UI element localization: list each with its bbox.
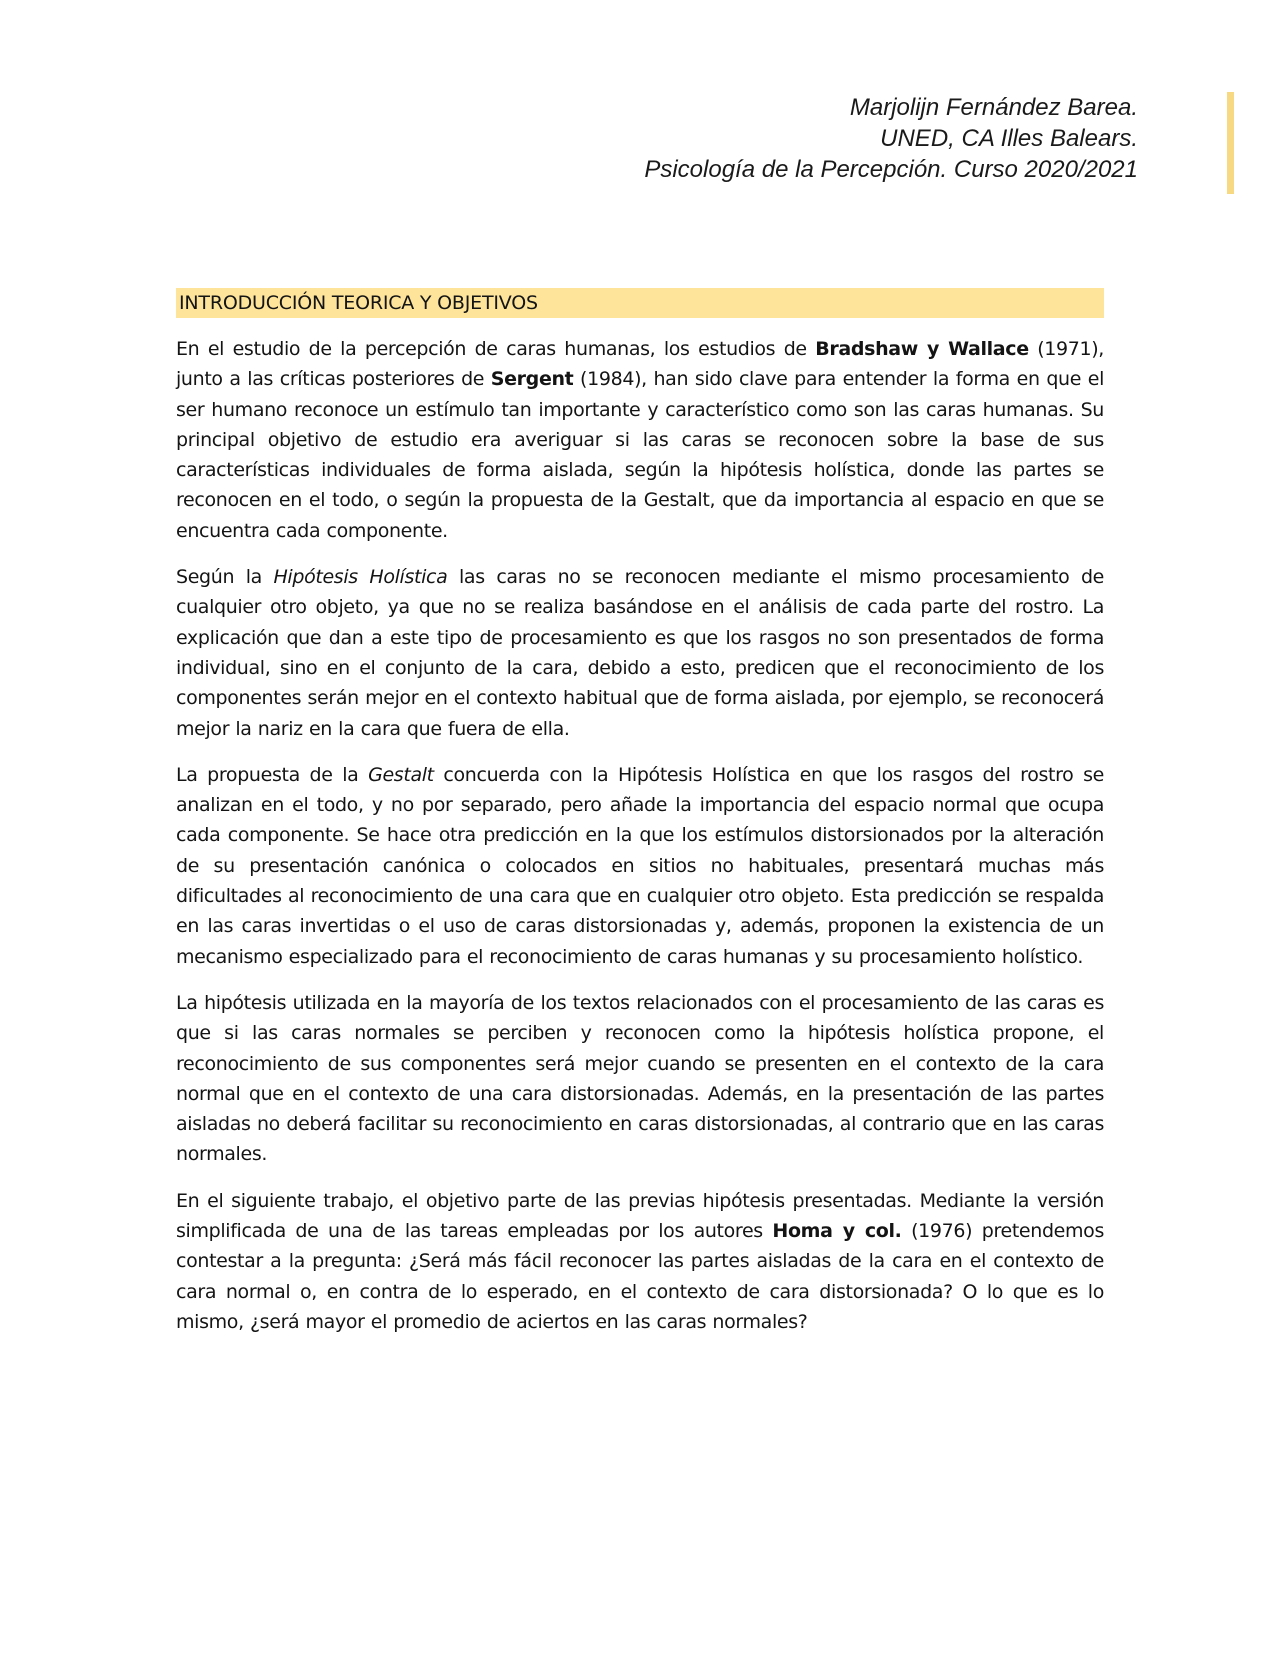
paragraph-text: En el estudio de la percepción de caras humanas, los estudios de bbox=[176, 338, 816, 360]
author-reference: Homa y col. bbox=[772, 1220, 902, 1243]
paragraph-text: (1984), han sido clave para entender la forma en que el ser humano reconoce un estímulo tan importante y característico como son las caras humanas. Su principal objetivo de estudio era averiguar si las caras se reconocen sobre la base de sus características individuales de forma aislada, según la hipótesis holística, donde las partes se reconocen en el todo, o según la propuesta de la Gestalt, que da importancia al espacio en que se encuentra cada componente. bbox=[176, 368, 1105, 542]
paragraph-3 bbox=[176, 760, 1104, 972]
paragraph-4 bbox=[176, 988, 1104, 1170]
emphasized-term: Gestalt bbox=[368, 763, 434, 786]
paragraph-1 bbox=[176, 334, 1104, 546]
paragraph-text: En el siguiente trabajo, el objetivo parte de las previas hipótesis presentadas. Mediante la versión simplificada de una de las tareas empleadas por los autores bbox=[176, 1189, 1104, 1243]
paragraph-text: La hipótesis utilizada en la mayoría de los textos relacionados con el procesamiento de las caras es que si las caras normales se perciben y reconocen como la hipótesis holística propone, el reconocimiento de sus componentes será mejor cuando se presenten en el contexto de la cara normal que en el contexto de una cara distorsionadas. Además, en la presentación de las partes aisladas no deberá facilitar su reconocimiento en caras distorsionadas, al contrario que en las caras normales. bbox=[176, 991, 1104, 1166]
document-body bbox=[176, 288, 1104, 1353]
institution-name: UNED, CA Illes Balears. bbox=[880, 125, 1138, 152]
paragraph-2 bbox=[176, 562, 1104, 744]
author-reference: Sergent bbox=[490, 368, 574, 391]
section-title: INTRODUCCIÓN TEORICA Y OBJETIVOS bbox=[176, 288, 1104, 318]
author-name: Marjolijn Fernández Barea. bbox=[849, 94, 1138, 121]
emphasized-term: Hipótesis Holística bbox=[273, 566, 448, 589]
paragraph-text: concuerda con la Hipótesis Holística en que los rasgos del rostro se analizan en el todo, y no por separado, pero añade la importancia del espacio normal que ocupa cada componente. Se hace otra predicción en la que los estímulos distorsionados por la alteración de su presentación canónica o colocados en sitios no habituales, presentará muchas más dificultades al reconocimiento de una cara que en cualquier otro objeto. Esta predicción se respalda en las caras invertidas o el uso de caras distorsionadas y, además, proponen la existencia de un mecanismo especializado para el reconocimiento de caras humanas y su procesamiento holístico. bbox=[176, 763, 1104, 968]
document-header bbox=[644, 92, 1138, 185]
paragraph-text: (1976) pretendemos contestar a la pregunta: ¿Será más fácil reconocer las partes aisladas de la cara en el contexto de cara normal o, en contra de lo esperado, en el contexto de cara distorsionada? O lo que es lo mismo, ¿será mayor el promedio de aciertos en las caras normales? bbox=[176, 1220, 1104, 1333]
course-name: Psicología de la Percepción. Curso 2020/2021 bbox=[644, 156, 1138, 183]
header-accent-bar bbox=[1227, 92, 1234, 194]
paragraph-text: (1971), junto a las críticas posteriores de bbox=[176, 338, 1104, 391]
paragraph-text: La propuesta de la bbox=[176, 763, 369, 786]
paragraph-text: Según la bbox=[176, 566, 274, 589]
paragraph-text: las caras no se reconocen mediante el mismo procesamiento de cualquier otro objeto, ya que no se realiza basándose en el análisis de cada parte del rostro. La explicación que dan a este tipo de procesamiento es que los rasgos no son presentados de forma individual, sino en el conjunto de la cara, debido a esto, predicen que el reconocimiento de los componentes serán mejor en el contexto habitual que de forma aislada, por ejemplo, se reconocerá mejor la nariz en la cara que fuera de ella. bbox=[176, 566, 1104, 740]
paragraph-5 bbox=[176, 1186, 1104, 1337]
author-reference: Bradshaw y Wallace bbox=[815, 338, 1029, 360]
